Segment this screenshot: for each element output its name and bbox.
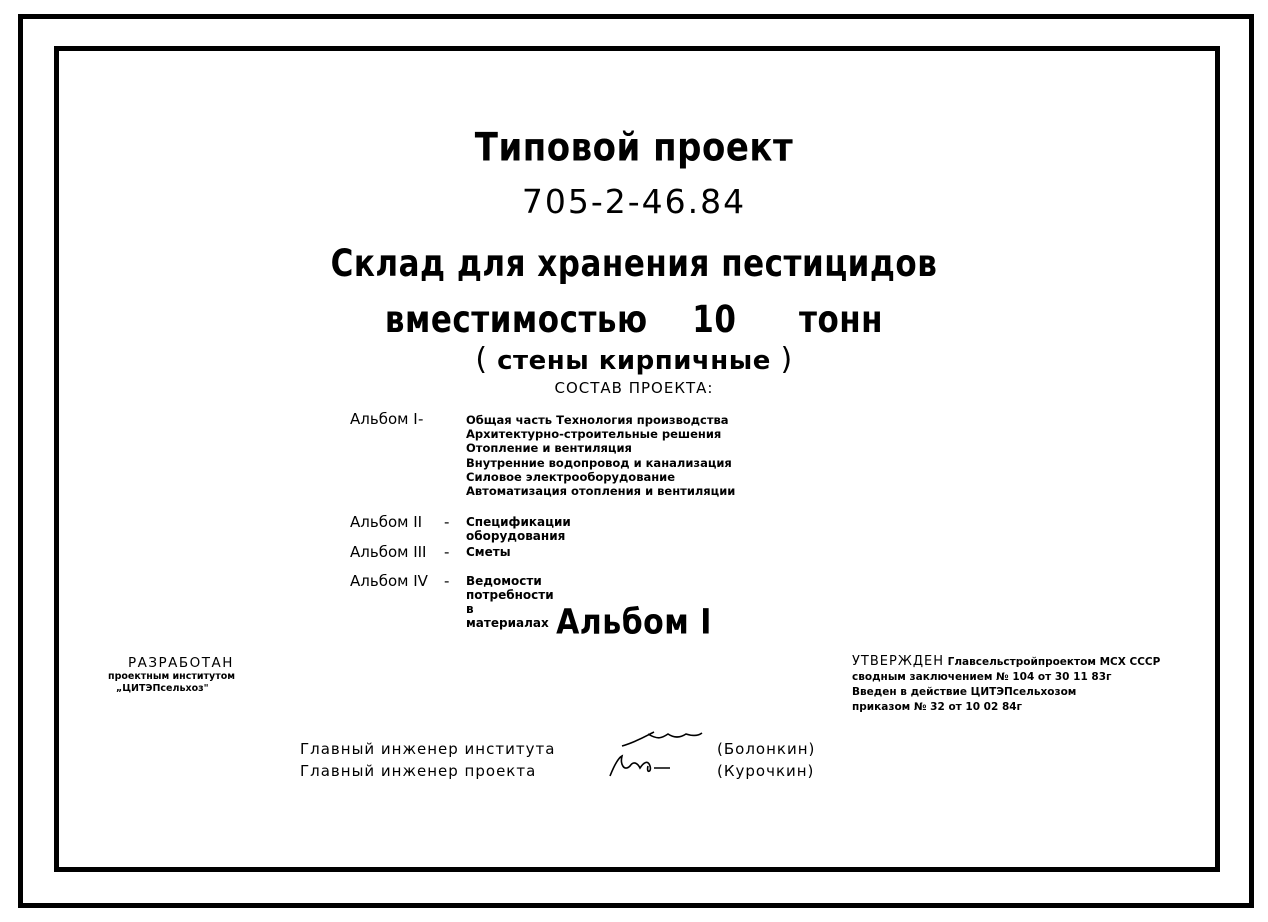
approved-line4: приказом № 32 от 10 02 84г (852, 701, 1023, 713)
title-capacity-word: вместимостью (384, 298, 648, 342)
signature-role: Главный инженер института (300, 740, 556, 758)
album-1-item: Отопление и вентиляция (466, 441, 632, 456)
album-1-label: Альбом I (350, 410, 418, 428)
signature-project-icon (604, 752, 684, 782)
album-3-label: Альбом III (350, 543, 427, 561)
album-3-dash: - (444, 543, 450, 561)
title-walls (0, 342, 1268, 377)
album-2-dash: - (444, 513, 450, 531)
approved-block (852, 654, 1160, 715)
developed-block (108, 655, 235, 695)
album-4-item: Ведомости потребности в материалах (466, 574, 554, 630)
title-capacity-number: 10 (692, 298, 737, 342)
title-capacity-unit: тонн (798, 298, 884, 342)
signature-role: Главный инженер проекта (300, 762, 537, 780)
album-3-item: Сметы (466, 545, 511, 559)
title-capacity (0, 298, 1268, 341)
approved-line1 (852, 654, 1160, 670)
album-4-row (350, 572, 554, 630)
album-1-row (350, 410, 458, 428)
approved-title: УТВЕРЖДЕН (852, 654, 944, 669)
album-2-row (350, 513, 571, 543)
signature-row-project (300, 762, 815, 780)
album-1-item: Автоматизация отопления и вентиляции (466, 484, 736, 499)
album-1-item: Внутренние водопровод и канализация (466, 455, 732, 470)
developed-line2: „ЦИТЭПсельхоз" (116, 683, 209, 694)
title-warehouse: Склад для хранения пестицидов (330, 242, 938, 286)
developed-line1: проектным институтом (108, 671, 236, 682)
title-typical-project: Типовой проект (474, 125, 794, 171)
signature-row-institute (300, 740, 816, 758)
approved-line2: сводным заключением № 104 от 30 11 83г (852, 671, 1112, 683)
approved-line3: Введен в действие ЦИТЭПсельхозом (852, 686, 1077, 698)
approved-by: Главсельстройпроектом МСХ СССР (947, 656, 1161, 668)
album-2-label: Альбом II (350, 513, 423, 531)
paren-open: ( (475, 342, 488, 377)
project-number: 705-2-46.84 (521, 182, 747, 221)
signature-name: (Курочкин) (717, 762, 815, 780)
signature-institute-icon (618, 728, 706, 752)
album-1-dash: - (418, 410, 424, 428)
album-1-item: Общая часть Технология производства (466, 413, 729, 427)
current-album-title: Альбом I (556, 602, 712, 643)
paren-close: ) (780, 342, 793, 377)
album-1-items (466, 413, 735, 498)
album-4-dash: - (444, 572, 450, 590)
signature-name: (Болонкин) (717, 740, 816, 758)
album-2-item: Спецификации оборудования (466, 515, 571, 543)
album-1-item: Архитектурно-строительные решения (466, 427, 722, 442)
title-walls-text: стены кирпичные (497, 346, 771, 376)
composition-header: СОСТАВ ПРОЕКТА: (554, 379, 714, 397)
album-3-row (350, 543, 511, 561)
developed-title: РАЗРАБОТАН (128, 655, 234, 671)
album-4-label: Альбом IV (350, 572, 428, 590)
album-1-item: Силовое электрооборудование (466, 469, 676, 484)
